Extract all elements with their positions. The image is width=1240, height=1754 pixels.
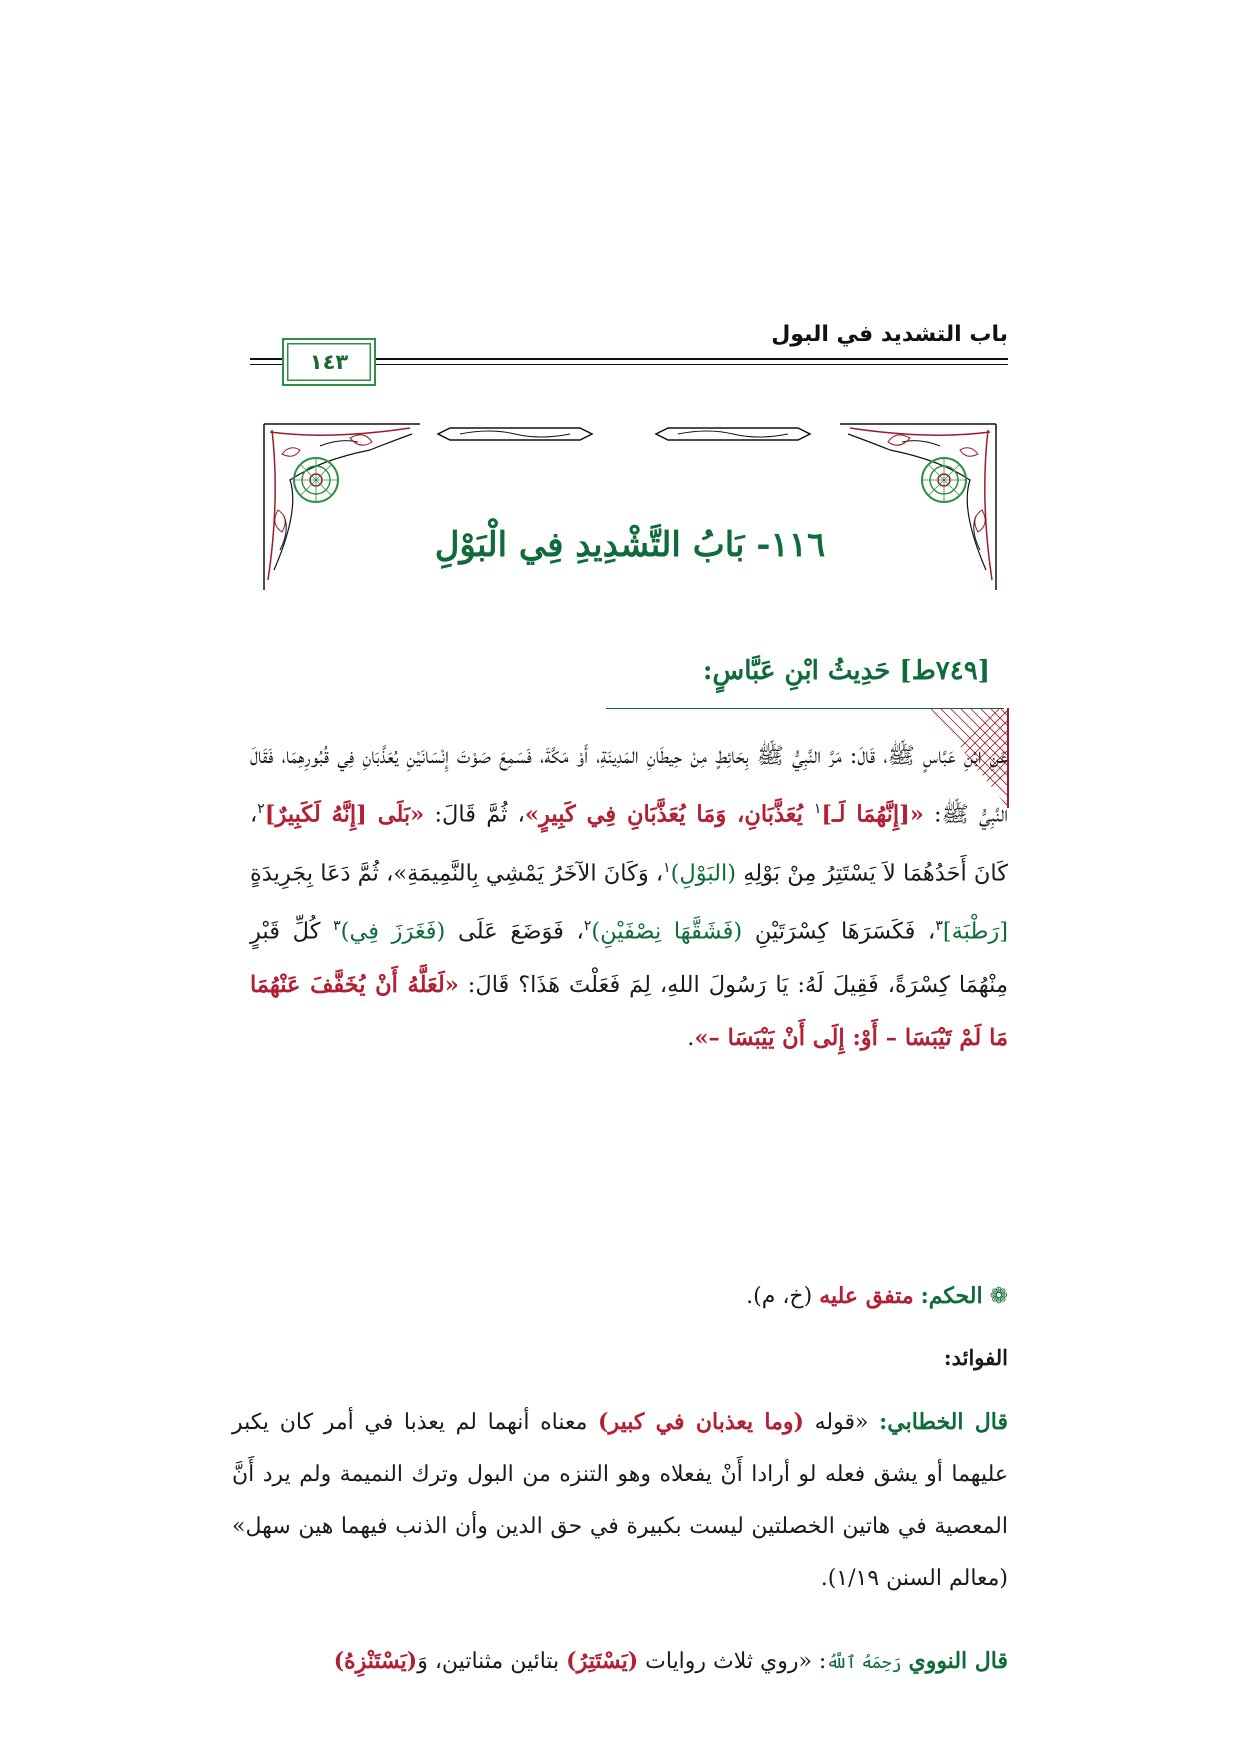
hadith-text-segment: عَنِ ابْنِ عَبَّاسٍ ﷺ، قَالَ: مَرَّ النَّبِيُّ ﷺ بِحَائِطٍ مِنْ حِيطَانِ المَدِينَةِ، أَوْ مَكَّةَ، فَسَمِعَ صَوْتَ إِنْسَانَيْنِ يُعَذَّبَانِ فِي قُبُورِهِمَا، فَقَالَ النَّبِيُّ ﷺ: <box>250 743 1009 828</box>
prophet-quote: يُعَذَّبَانِ، وَمَا يُعَذَّبَانِ فِي كَبِيرٍ» <box>524 801 814 828</box>
hadith-heading-title: حَدِيثُ ابْنِ عَبَّاسٍ: <box>702 656 891 686</box>
quoted-phrase: (وما يعذبان في كبير) <box>598 1409 804 1435</box>
hadith-text-segment: ، كَانَ أَحَدُهُمَا لاَ يَسْتَتِرُ مِنْ بَوْلِهِ <box>250 801 1008 886</box>
hadith-text-segment: ، فَوَضَعَ عَلَى <box>445 918 584 945</box>
footnote-marker: ٣ <box>935 918 943 934</box>
page-number: ١٤٣ <box>309 350 349 374</box>
commentary-text: «قوله <box>803 1410 880 1435</box>
commentary-paragraph <box>232 1396 1008 1605</box>
ruling-label: الحكم: <box>920 1283 983 1309</box>
prophet-quote: «لَعَلَّهُ أَنْ يُخَفَّفَ عَنْهُمَا مَا لَمْ تَيْبَسَا – أَوْ: إِلَى أَنْ يَيْبَسَا –» <box>250 971 1008 1051</box>
hadith-reference-number: [٧٤٩ط] <box>899 656 990 686</box>
hadith-text-segment: ، ثُمَّ قَالَ: <box>424 801 525 828</box>
ruling-flower-icon: ❁ <box>989 1284 1008 1309</box>
prophet-quote: «بَلَى [إِنَّهُ لَكَبِيرٌ] <box>264 801 425 828</box>
quoted-phrase: (يَسْتَنْزِهُ) <box>333 1648 418 1674</box>
hadith-text-segment: كُلِّ قَبْرٍ مِنْهُمَا كِسْرَةً، فَقِيلَ لَهُ: يَا رَسُولَ اللهِ، لِمَ فَعَلْتَ هَذَا؟ قَالَ: <box>250 918 1008 998</box>
top-cartouche-right <box>656 428 810 440</box>
commentary-paragraph <box>232 1635 1008 1689</box>
commentary-text: : «روي ثلاث روايات <box>638 1649 827 1674</box>
honorific-phrase: رَحِمَهُ ٱللَّهُ <box>826 1653 902 1673</box>
footnote-marker: ١ <box>663 859 671 876</box>
chapter-title: ١١٦- بَابُ التَّشْدِيدِ فِي الْبَوْلِ <box>434 525 826 565</box>
benefits-heading: الفوائد: <box>943 1345 1008 1370</box>
hadith-heading <box>250 656 990 686</box>
footnote-marker: ٢ <box>583 918 592 934</box>
variant-reading: (البَوْلِ) <box>670 860 737 886</box>
chapter-ornament-frame <box>260 420 1000 600</box>
page-number-frame <box>282 338 376 386</box>
footnote-marker: ١ <box>813 801 822 817</box>
variant-reading: (فَشَقَّهَا نِصْفَيْنِ) <box>591 918 743 945</box>
running-header-title: باب التشديد في البول <box>771 322 1008 347</box>
hadith-text-segment: . <box>687 1024 695 1051</box>
top-cartouche-left <box>438 428 592 440</box>
commentator-name: قال الخطابي: <box>879 1409 1008 1435</box>
quoted-phrase: (يَسْتَتِرُ) <box>566 1648 639 1674</box>
left-corner-ornament <box>264 424 420 590</box>
hadith-text-segment: ، فَكَسَرَهَا كِسْرَتَيْنِ <box>742 918 936 945</box>
commentator-name: قال النووي <box>908 1648 1008 1674</box>
ruling-sources: (خ، م). <box>746 1284 813 1309</box>
right-corner-ornament <box>840 424 996 590</box>
commentary-text: بتائين مثناتين، وَ <box>417 1649 567 1674</box>
variant-reading: (فَغَرَزَ فِي) <box>340 918 446 945</box>
footnote-marker: ٢ <box>257 801 265 817</box>
hadith-text <box>250 730 1008 1065</box>
footnote-marker: ٣ <box>333 918 341 934</box>
variant-reading: [رَطْبَة] <box>942 918 1009 945</box>
ruling-value: متفق عليه <box>819 1283 914 1309</box>
ruling-line <box>248 1283 1008 1309</box>
hadith-text-segment: ، وَكَانَ الآخَرُ يَمْشِي بِالنَّمِيمَةِ»، ثُمَّ دَعَا بِجَرِيدَةٍ <box>250 860 664 886</box>
commentary-text: معناه أنهما لم يعذبا في أمر كان يكبر عليهما أو يشق فعله لو أرادا أَنْ يفعلاه وهو التنزه من البول وترك النميمة ولم يرد أَنَّ المعصية في هاتين الخصلتين ليست بكبيرة في حق الدين وأن الذنب فيهما هين سهل» (معالم السنن ١/١٩). <box>232 1410 1008 1591</box>
prophet-quote: «[إِنَّهُمَا لَـ] <box>821 801 924 828</box>
